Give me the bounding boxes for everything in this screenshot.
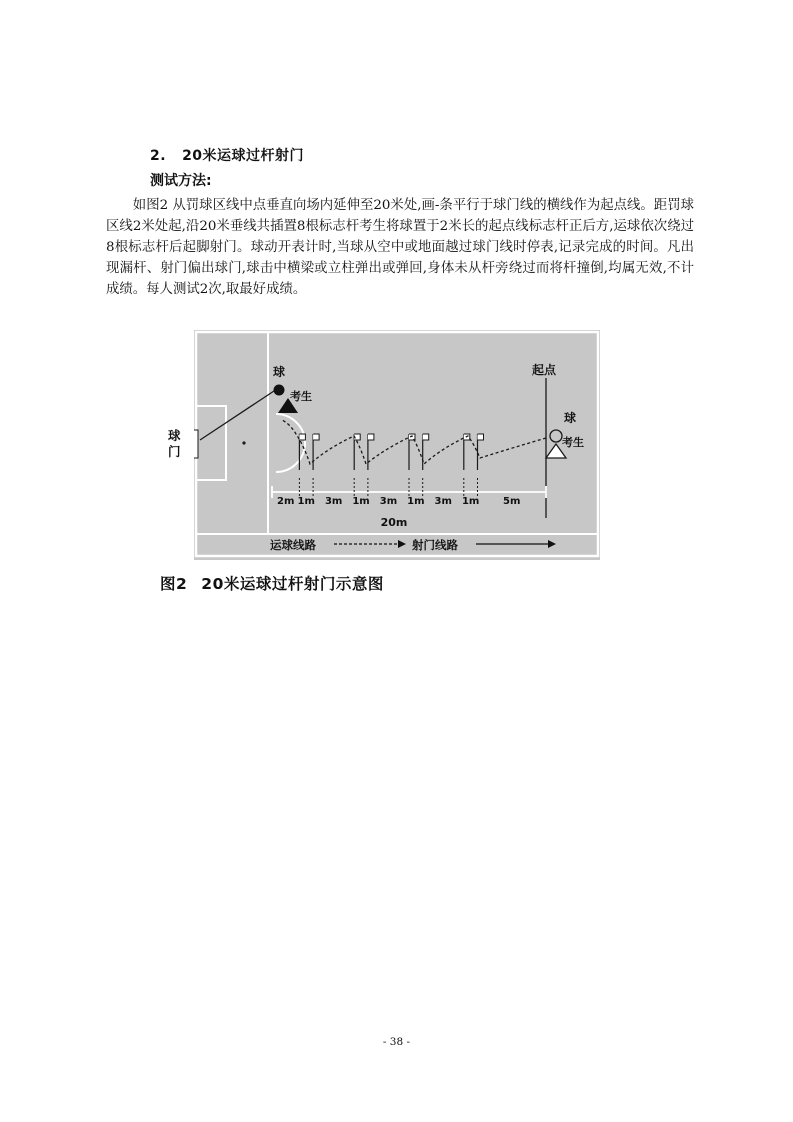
- caption-number: 图2: [160, 575, 188, 593]
- ball-right-label: 球: [564, 411, 577, 425]
- segment-label: 1m: [461, 496, 480, 507]
- goal-marker: [194, 430, 198, 458]
- figure-caption: [160, 572, 384, 594]
- method-label: 测试方法:: [150, 173, 212, 189]
- marker-flag: [299, 434, 305, 440]
- segment-label: 1m: [407, 496, 425, 507]
- marker-flag: [313, 434, 319, 440]
- penalty-spot: [242, 441, 245, 444]
- section-heading: [150, 145, 304, 165]
- segment-label: 5m: [503, 496, 521, 507]
- marker-flag: [423, 434, 429, 440]
- ball-left-label: 球: [273, 365, 286, 379]
- goal-label: 球门: [168, 428, 181, 459]
- marker-flag: [478, 434, 484, 440]
- method-paragraph: 如图2 从罚球区线中点垂直向场内延伸至20米处,画-条平行于球门线的横线作为起点线。距罚球区线2米处起,沿20米垂线共插置8根标志杆考生将球置于2米长的起点线标志杆正后方,运球依次绕过8根标志杆后起脚射门。球动开表计时,当球从空中或地面越过球门线时停表,记录完成的时间。凡出现漏杆、射门偏出球门,球击中横梁或立柱弹出或弹回,身体未从杆旁绕过而将杆撞倒,均属无效,不计成绩。每人测试2次,取最好成绩。: [106, 198, 694, 297]
- marker-flag: [368, 434, 374, 440]
- ball-left: [274, 385, 285, 396]
- section-title: 20米运球过杆射门: [182, 148, 305, 164]
- segment-label: 3m: [434, 496, 452, 507]
- segment-label: 3m: [379, 496, 398, 507]
- legend-shoot-label: 射门线路: [412, 538, 458, 552]
- segment-label: 1m: [297, 496, 315, 507]
- total-distance-label: 20m: [380, 516, 408, 529]
- examinee-right-label: 考生: [562, 436, 584, 449]
- caption-title: 20米运球过杆射门示意图: [201, 575, 384, 593]
- examinee-left-label: 考生: [290, 390, 312, 403]
- start-label: 起点: [532, 363, 557, 377]
- segment-label: 3m: [324, 496, 343, 507]
- field-diagram: [194, 330, 600, 560]
- segment-label: 1m: [352, 496, 370, 507]
- page-number: - 38 -: [382, 1036, 411, 1048]
- segment-label: 2m: [277, 496, 295, 507]
- legend-dribble-label: 运球线路: [270, 538, 316, 552]
- section-number: 2.: [150, 148, 167, 164]
